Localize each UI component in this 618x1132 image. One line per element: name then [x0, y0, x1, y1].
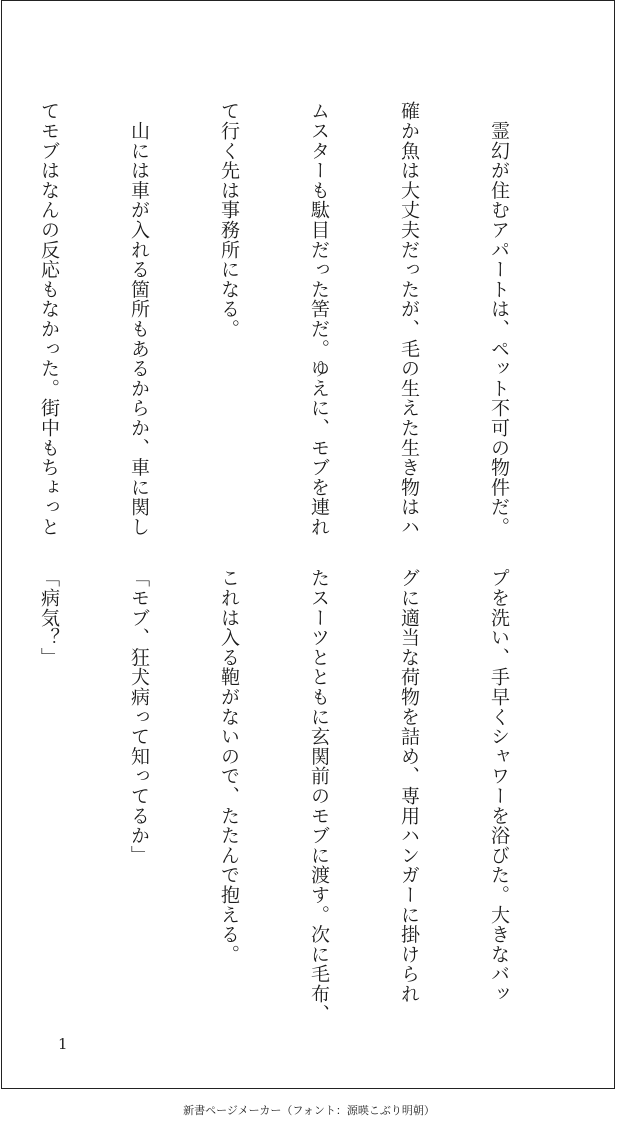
text-line: 霊幻が住むアパートは、ペット不可の物件だ。	[488, 101, 510, 537]
book-page	[1, 0, 615, 1089]
text-line: これは入る鞄がないので、たたんで抱える。	[218, 568, 240, 964]
text-line: ムスターも駄目だった筈だ。ゆえに、モブを連れ	[308, 101, 330, 537]
text-line: 山には車が入れる箇所もあるからか、車に関し	[128, 101, 150, 537]
text-line: て行く先は事務所になる。	[218, 101, 240, 339]
text-line: プを洗い、手早くシャワーを浴びた。大きなバッ	[488, 568, 510, 1004]
text-line: てモブはなんの反応もなかった。街中もちょっと	[38, 101, 60, 537]
page-number: 1	[58, 1035, 68, 1053]
text-line: 「病気？」	[38, 568, 60, 667]
text-line: たスーツとともに玄関前のモブに渡す。次に毛布、	[308, 568, 330, 1024]
upper-text-tier	[0, 101, 574, 537]
text-line: グに適当な荷物を詰め、専用ハンガーに掛けられ	[398, 568, 420, 1004]
footer-credit: 新書ページメーカー（フォント：源暎こぶり明朝）	[183, 1104, 435, 1117]
lower-text-tier	[0, 568, 574, 1024]
text-line: 「モブ、狂犬病って知ってるか」	[128, 568, 150, 865]
text-line: 確か魚は大丈夫だったが、毛の生えた生き物はハ	[398, 101, 420, 537]
